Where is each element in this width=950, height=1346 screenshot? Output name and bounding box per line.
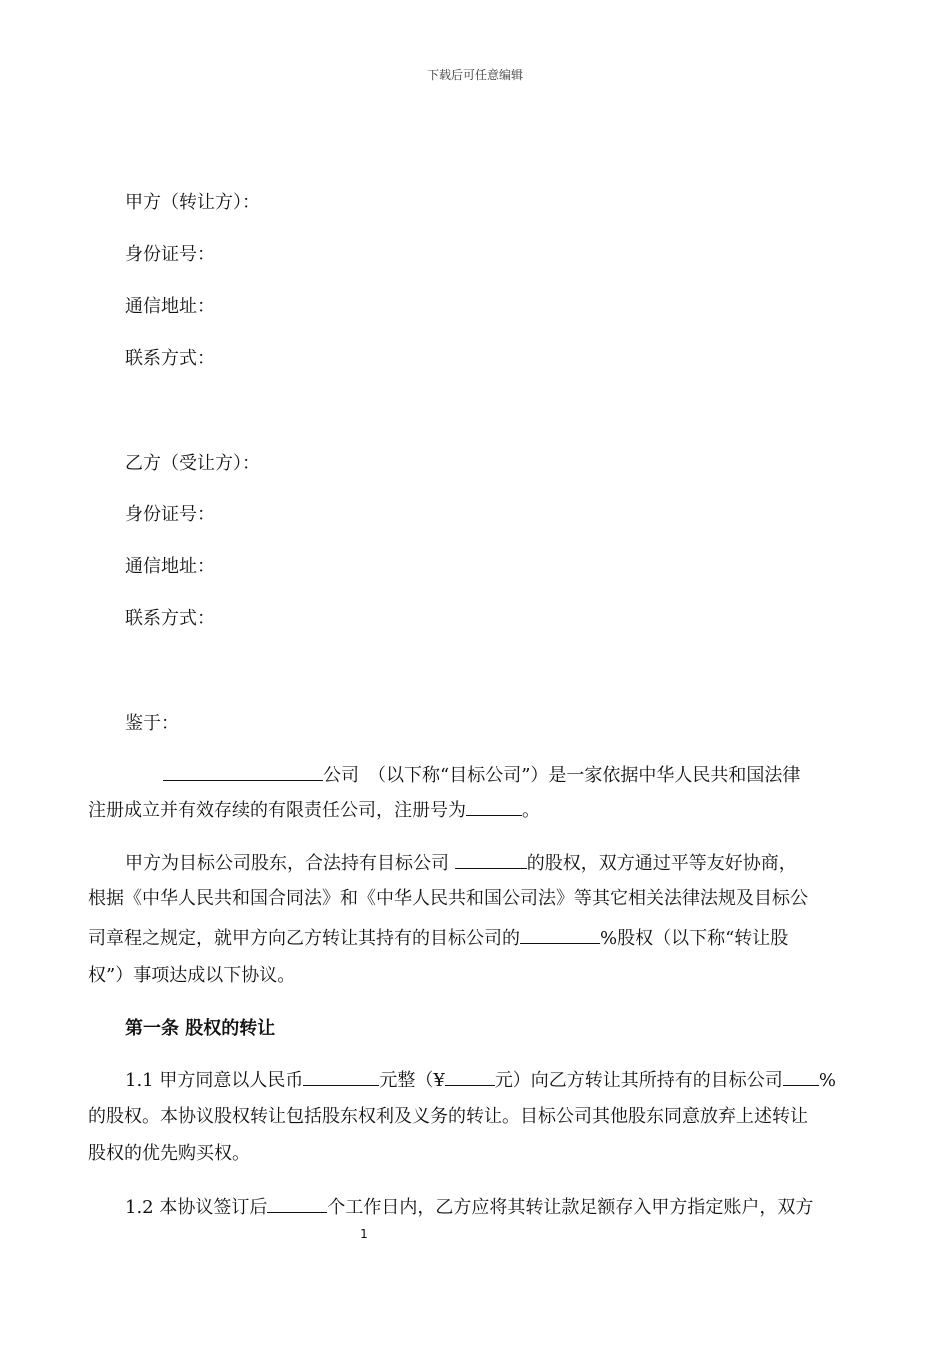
whereas-p1-line1: 公司 （以下称“目标公司”）是一家依据中华人民共和国法律 (163, 761, 800, 787)
whereas-p2-line3: 司章程之规定，就甲方向乙方转让其持有的目标公司的 %股权（以下称“转让股 (88, 924, 788, 950)
whereas-p2-line1: 甲方为目标公司股东，合法持有目标公司 的股权，双方通过平等友好协商， (125, 849, 797, 875)
party-a-title: 甲方（转让方）： (125, 192, 260, 213)
company-name-blank (163, 762, 323, 781)
whereas-p2-line2: 根据《中华人民共和国合同法》和《中华人民共和国公司法》等其它相关法律法规及目标公 (88, 888, 808, 909)
price-yuan-blank (445, 1067, 495, 1086)
party-a-id-label: 身份证号： (125, 244, 215, 265)
working-days-blank (267, 1194, 327, 1213)
party-b-id-label: 身份证号： (125, 504, 215, 525)
clause-1-2-line1: 1.2 本协议签订后 个工作日内，乙方应将其转让款足额存入甲方指定账户，双方 (125, 1193, 813, 1219)
party-b-contact-label: 联系方式： (125, 608, 215, 629)
party-a-address-label: 通信地址： (125, 296, 215, 317)
whereas-p1-line2: 注册成立并有效存续的有限责任公司，注册号为 。 (88, 796, 540, 822)
party-b-title: 乙方（受让方）： (125, 453, 260, 474)
price-rmb-blank (303, 1067, 379, 1086)
article1-heading: 第一条 股权的转让 (125, 1018, 276, 1039)
clause-1-1-line2: 的股权。本协议股权转让包括股东权利及义务的转让。目标公司其他股东同意放弃上述转让 (88, 1106, 808, 1127)
clause-1-1-line1: 1.1 甲方同意以人民币 元整（¥ 元）向乙方转让其所持有的目标公司 % (125, 1066, 836, 1092)
registration-number-blank (466, 797, 522, 816)
clause-1-1-line3: 股权的优先购买权。 (88, 1143, 250, 1164)
party-b-address-label: 通信地址： (125, 556, 215, 577)
whereas-p2-line4: 权”）事项达成以下协议。 (88, 965, 296, 986)
equity-percent-blank (783, 1067, 819, 1086)
transfer-percent-blank (520, 925, 600, 944)
shareholding-blank (455, 850, 527, 869)
whereas-label: 鉴于： (125, 713, 179, 734)
page-number: 1 (360, 1227, 368, 1241)
party-a-contact-label: 联系方式： (125, 348, 215, 369)
page-header: 下载后可任意编辑 (426, 68, 523, 82)
